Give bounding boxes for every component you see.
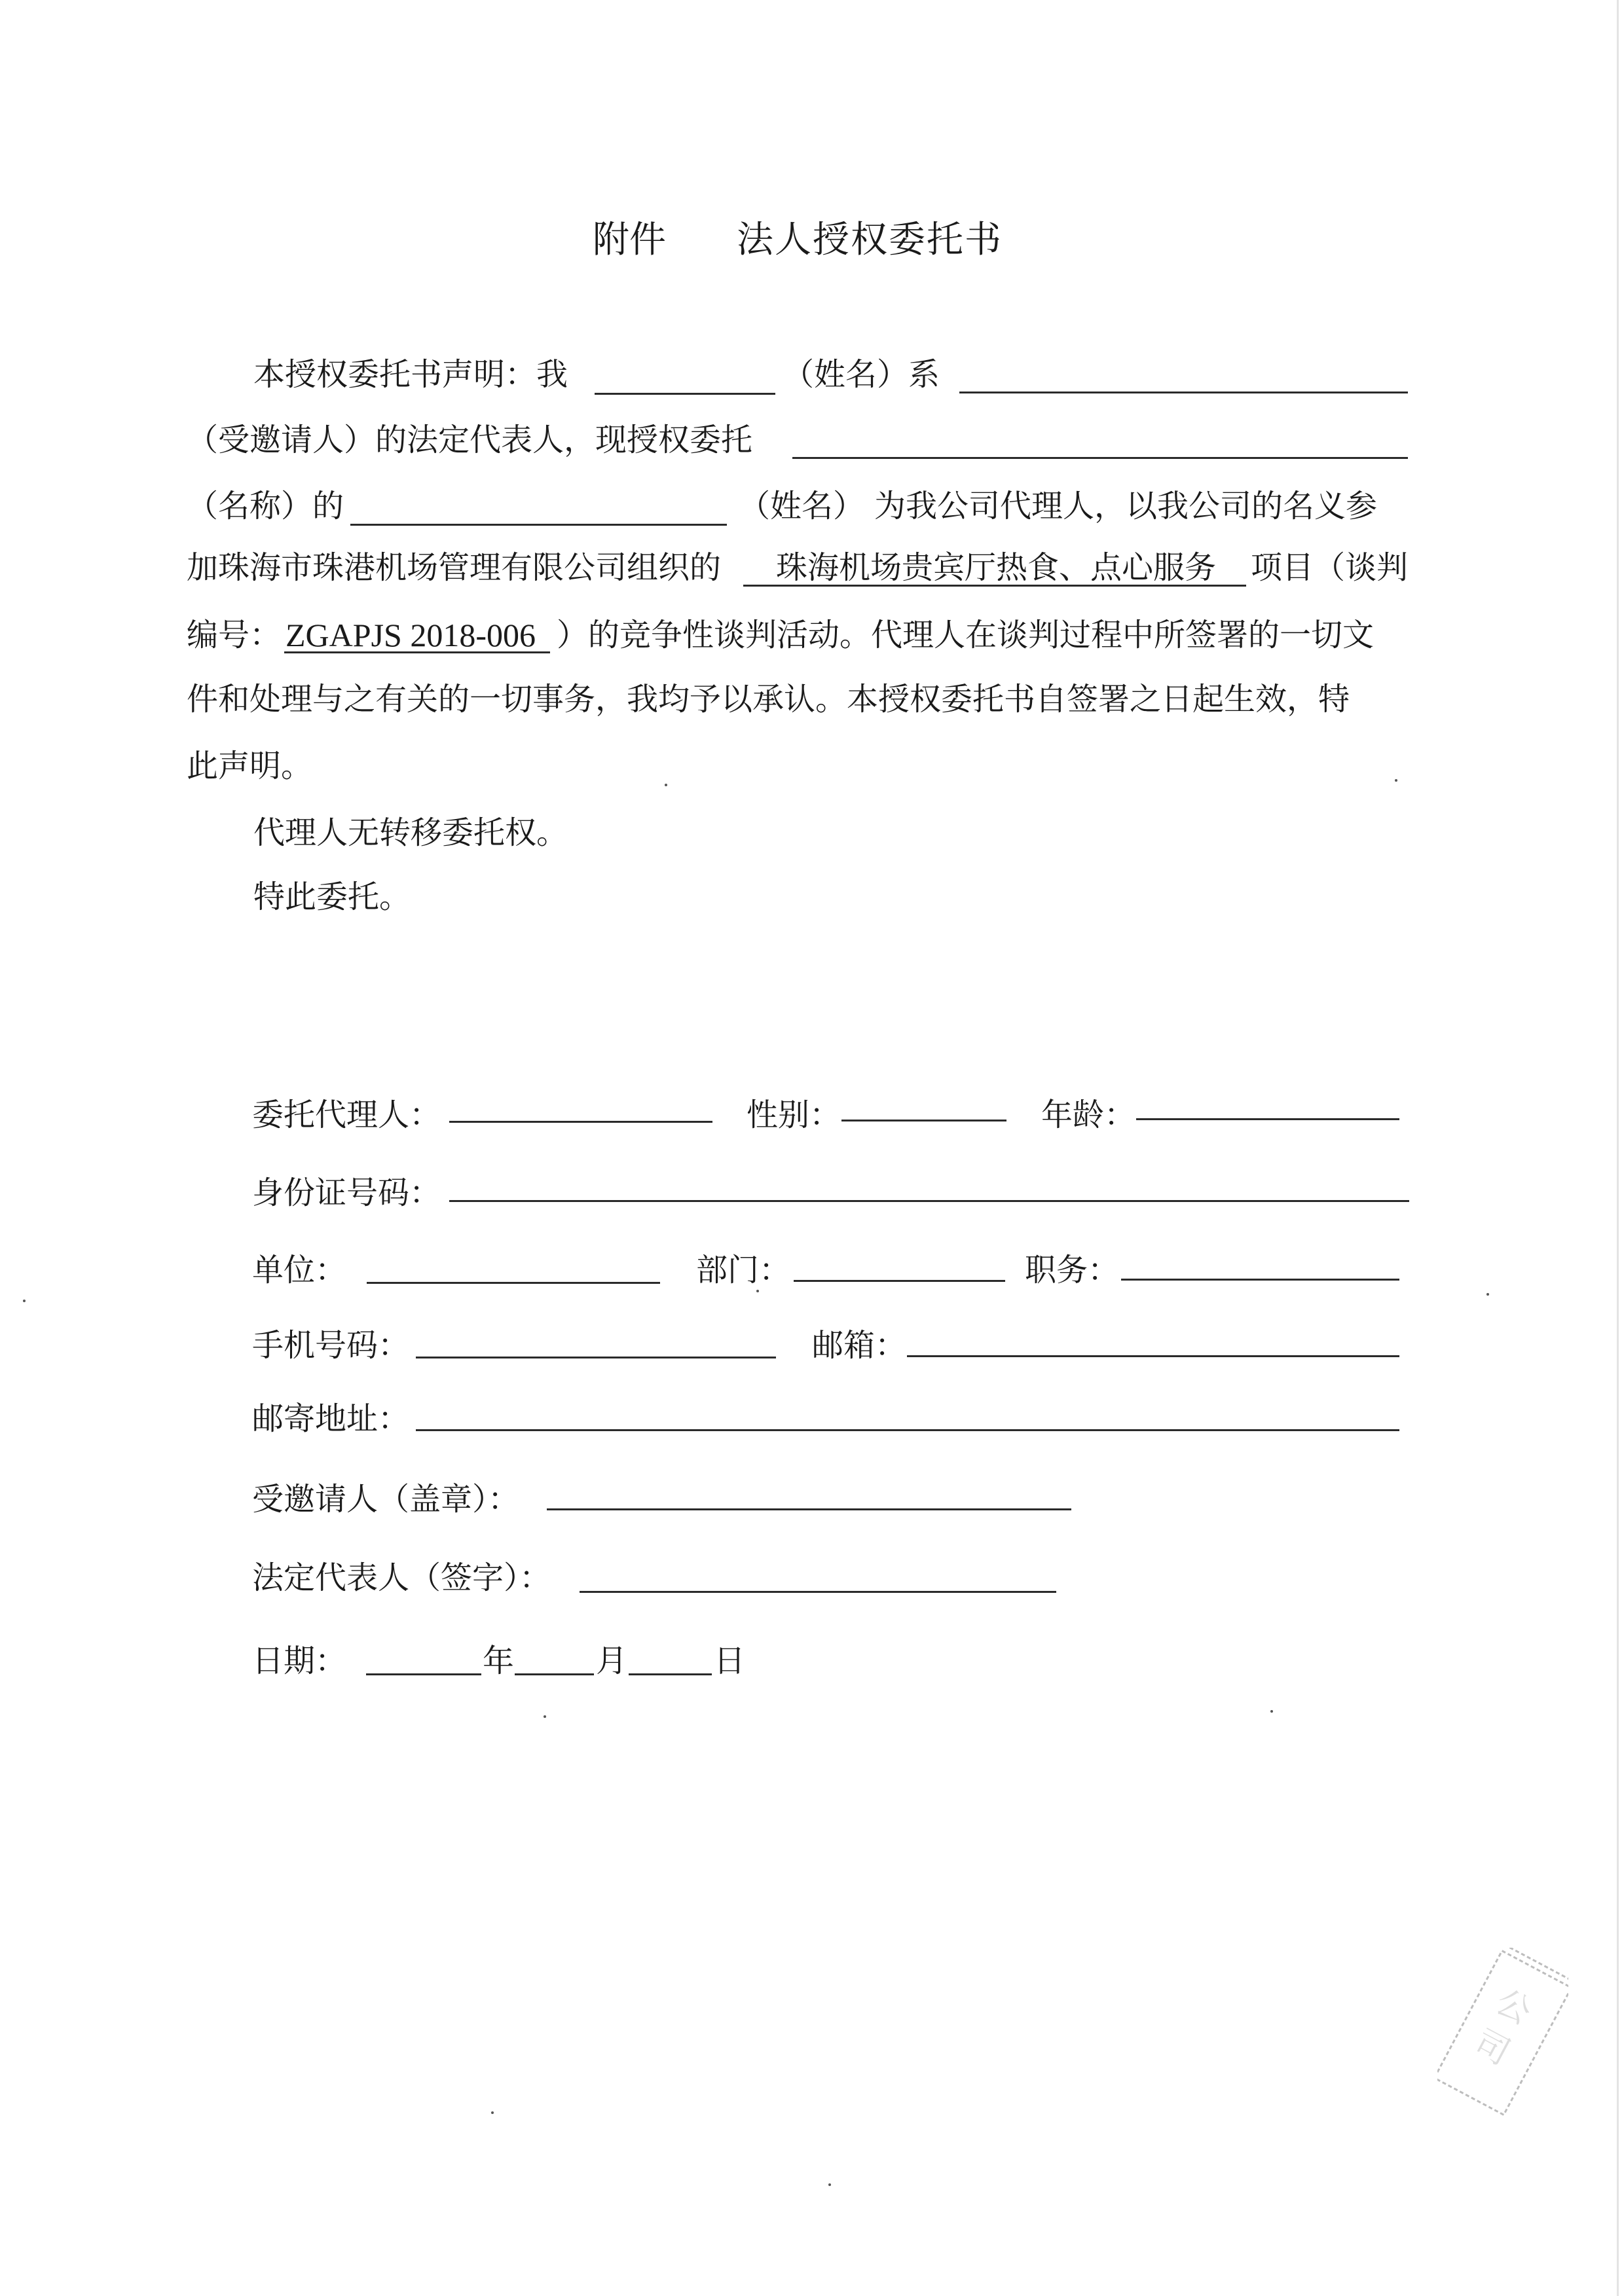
- title-prefix: 附件: [593, 219, 666, 261]
- position-label: 职务：: [1025, 1252, 1120, 1288]
- project-name: 珠海机场贵宾厅热食、点心服务: [776, 549, 1217, 586]
- mailing-address-label: 邮寄地址：: [252, 1400, 410, 1437]
- date-day-field[interactable]: [629, 1673, 712, 1675]
- invitee-seal-label: 受邀请人（盖章）：: [252, 1481, 520, 1518]
- scan-speck: [756, 1290, 759, 1292]
- body-line-3-name-note: （姓名）: [739, 488, 865, 524]
- svg-text:司: 司: [1467, 2022, 1517, 2073]
- date-year-field[interactable]: [366, 1673, 481, 1675]
- mobile-field[interactable]: [416, 1357, 776, 1358]
- scan-speck: [544, 1715, 546, 1718]
- position-field[interactable]: [1121, 1279, 1399, 1281]
- svg-text:公: 公: [1489, 1982, 1538, 2033]
- scan-speck: [1270, 1710, 1273, 1713]
- body-line-2-text: （受邀请人）的法定代表人，现授权委托: [187, 422, 753, 458]
- scan-speck: [23, 1300, 26, 1302]
- email-field[interactable]: [907, 1355, 1399, 1357]
- id-number-label: 身份证号码：: [252, 1175, 441, 1211]
- date-year-unit: 年: [483, 1643, 515, 1679]
- body-line-5-text: 编号：: [187, 617, 282, 653]
- scan-speck: [665, 784, 667, 786]
- invitee-company-field[interactable]: [959, 392, 1408, 393]
- no-transfer-statement: 代理人无转移委托权。: [253, 814, 568, 851]
- page-title: 法人授权委托书: [737, 219, 1003, 261]
- email-label: 邮箱：: [812, 1327, 907, 1364]
- scan-speck: [491, 2111, 494, 2114]
- invitee-seal-field[interactable]: [547, 1508, 1071, 1510]
- hereby-entrust-statement: 特此委托。: [253, 879, 411, 915]
- body-line-7-text: 此声明。: [187, 748, 313, 784]
- date-day-unit: 日: [714, 1643, 746, 1679]
- age-field[interactable]: [1136, 1118, 1399, 1120]
- agent-field[interactable]: [449, 1121, 712, 1123]
- partial-seal-stamp: [1437, 1948, 1568, 2118]
- body-line-4-tail: 项目（谈判: [1251, 549, 1409, 586]
- age-label: 年龄：: [1041, 1097, 1136, 1133]
- body-line-3-tail: 为我公司代理人，以我公司的名义参: [874, 488, 1378, 524]
- agent-label: 委托代理人：: [252, 1097, 441, 1133]
- scan-edge: [1617, 0, 1619, 2296]
- negotiation-code: ZGAPJS 2018-006: [286, 617, 536, 653]
- agent-name-field[interactable]: [350, 524, 727, 526]
- unit-field[interactable]: [367, 1282, 660, 1284]
- date-month-field[interactable]: [515, 1673, 594, 1675]
- department-label: 部门：: [696, 1252, 791, 1288]
- date-month-unit: 月: [596, 1643, 628, 1679]
- mobile-label: 手机号码：: [252, 1327, 410, 1364]
- gender-label: 性别：: [747, 1097, 841, 1133]
- unit-label: 单位：: [252, 1252, 347, 1288]
- id-number-field[interactable]: [449, 1200, 1409, 1202]
- scan-speck: [1395, 779, 1397, 782]
- body-line-5-tail: ）的竞争性谈判活动。代理人在谈判过程中所签署的一切文: [557, 617, 1375, 653]
- gender-field[interactable]: [841, 1120, 1006, 1121]
- authorized-company-field[interactable]: [792, 457, 1408, 459]
- body-line-3-text: （名称）的: [187, 488, 344, 524]
- mailing-address-field[interactable]: [416, 1429, 1399, 1431]
- body-line-6-text: 件和处理与之有关的一切事务，我均予以承认。本授权委托书自签署之日起生效，特: [187, 681, 1350, 718]
- declarant-name-field[interactable]: [595, 393, 775, 395]
- date-label: 日期：: [252, 1643, 347, 1679]
- department-field[interactable]: [794, 1280, 1005, 1282]
- body-line-1-text: 本授权委托书声明：我: [253, 356, 568, 393]
- body-line-1-name-note: （姓名）系: [783, 356, 940, 393]
- scan-speck: [1486, 1293, 1489, 1296]
- legal-rep-signature-label: 法定代表人（签字）：: [252, 1559, 551, 1596]
- body-line-4-text: 加珠海市珠港机场管理有限公司组织的: [187, 549, 722, 586]
- scan-speck: [828, 2183, 831, 2186]
- legal-rep-signature-field[interactable]: [580, 1591, 1056, 1593]
